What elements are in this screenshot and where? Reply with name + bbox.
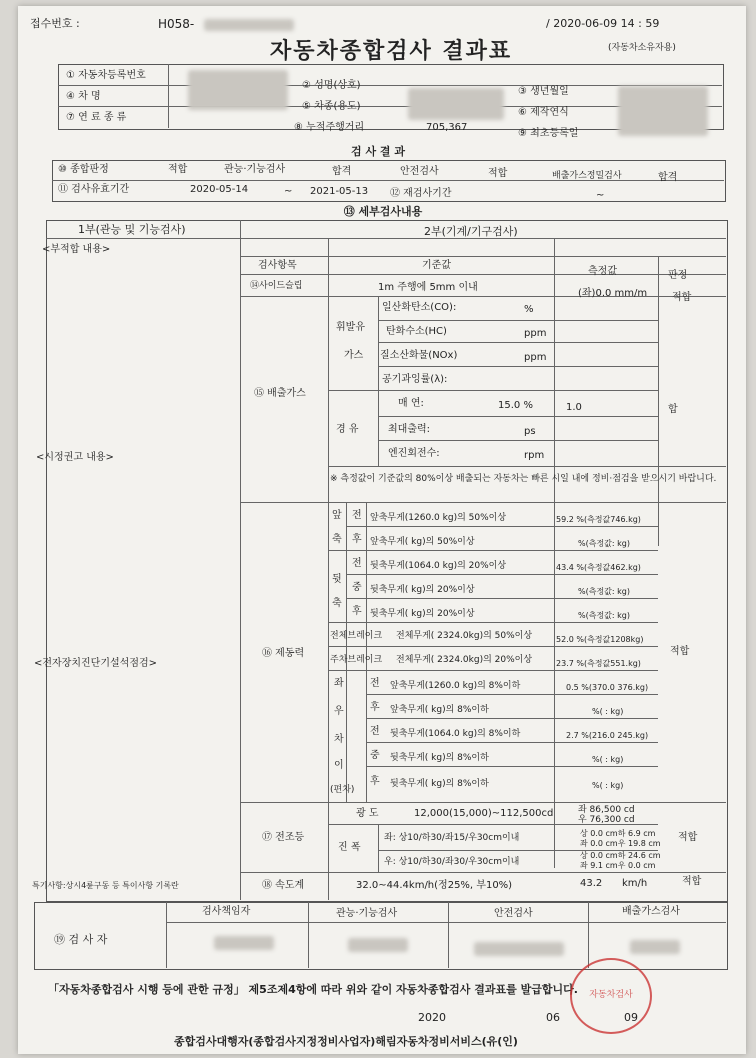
side-slip-judge: 적합 [672, 292, 692, 303]
headlamp-item: ⑰ 전조등 [262, 832, 305, 843]
side-slip-meas: (좌)0.0 mm/m [578, 288, 648, 299]
issue-day: 09 [624, 1011, 638, 1024]
issue-datetime: / 2020-06-09 14 : 59 [546, 17, 660, 30]
issue-year: 2020 [418, 1011, 446, 1024]
power-unit: ps [524, 426, 536, 437]
safety-value: 적합 [488, 168, 508, 179]
header-measured: 측정값 [588, 266, 617, 277]
field-car-type: ⑤ 차종(용도) [302, 101, 361, 112]
redacted-receipt [204, 19, 294, 31]
front-axle-1: 앞 [332, 510, 342, 521]
co-unit: % [524, 304, 534, 315]
redacted-sign-2 [348, 938, 408, 952]
diff-std: 뒷축무게( kg)의 8%이하 [390, 753, 489, 763]
brake-meas: 59.2 %(측정값746.kg) [556, 515, 641, 524]
part1-title: 1부(관능 및 기능검사) [78, 223, 186, 236]
direction-meas-4: 좌 9.1 cm우 0.0 cm [580, 861, 656, 870]
brake-std: 뒷축무게(1064.0 kg)의 20%이상 [370, 561, 507, 571]
brake-meas: %(측정값: kg) [578, 587, 630, 596]
lr-diff-4: 이 [334, 760, 344, 771]
header-judge: 판정 [668, 270, 688, 281]
smoke-std: 15.0 % [498, 400, 533, 411]
redacted-sign-1 [214, 936, 274, 950]
rear-axle-1: 뒷 [332, 574, 342, 585]
lr-diff-2: 우 [334, 706, 344, 717]
headlamp-judge: 적합 [678, 832, 698, 843]
co-label: 일산화탄소(CO): [382, 302, 457, 313]
receipt-number: H058- [158, 17, 195, 31]
diff-std: 뒷축무게( kg)의 8%이하 [390, 779, 489, 789]
diff-meas: %( : kg) [592, 707, 624, 716]
field-mileage: ⑧ 누적주행거리 [294, 122, 365, 133]
brightness-right: 우 76,300 cd [578, 815, 635, 825]
issue-statement: 「자동차종합검사 시행 등에 관한 규정」 제5조제4항에 따라 위와 같이 자동차종합검사 결과표를 발급합니다. [48, 983, 578, 996]
issue-month: 06 [546, 1011, 560, 1024]
row-pos: 중 [352, 582, 362, 593]
brightness-left: 좌 86,500 cd [578, 805, 635, 815]
diff-std: 뒷축무게(1064.0 kg)의 8%이하 [390, 729, 521, 739]
field-first-registration: ⑨ 최초등록일 [518, 128, 579, 139]
diff-meas: %( : kg) [592, 781, 624, 790]
unfit-heading: <부적합 내용> [42, 244, 111, 255]
speedometer-meas: 43.2 [580, 878, 603, 889]
speedometer-judge: 적합 [682, 876, 702, 887]
total-brake-meas: 52.0 %(측정값1208kg) [556, 635, 644, 644]
rear-axle-2: 축 [332, 598, 342, 609]
gasoline-label: 휘발유 [336, 322, 365, 333]
special-note: 특기사항:상시4륜구동 등 특이사항 기록란 [32, 881, 179, 890]
document-title: 자동차종합검사 결과표 [270, 39, 513, 64]
field-owner: ② 성명(상호) [302, 80, 361, 91]
inspector-label: ⑲ 검 사 자 [54, 933, 108, 946]
stamp-text: 자동차검사 [589, 990, 633, 1000]
brake-meas: %(측정값: kg) [578, 539, 630, 548]
brake-item: ⑯ 제동력 [262, 648, 305, 659]
part2-title: 2부(기계/기구검사) [424, 225, 518, 238]
speedometer-item: ⑱ 속도계 [262, 880, 305, 891]
total-brake-label: 전체브레이크 [330, 631, 383, 641]
brightness-label: 광 도 [356, 808, 379, 819]
brake-std: 앞축무게(1260.0 kg)의 50%이상 [370, 513, 507, 523]
diff-meas: 2.7 %(216.0 245.kg) [566, 731, 649, 740]
overall-label: ⑩ 종합판정 [58, 164, 109, 175]
valid-from: 2020-05-14 [190, 184, 249, 195]
inspector-chief: 검사책임자 [202, 906, 251, 917]
emission-item: ⑮ 배출가스 [254, 388, 306, 399]
hc-label: 탄화수소(HC) [386, 326, 447, 337]
lr-diff-5: (편차) [330, 785, 355, 795]
safety-label: 안전검사 [400, 166, 439, 177]
diff-std: 앞축무게(1260.0 kg)의 8%이하 [390, 681, 521, 691]
electronic-heading: <전자장치진단기설석점검> [34, 658, 158, 669]
brake-meas: 43.4 %(측정값462.kg) [556, 563, 641, 572]
lr-diff-1: 좌 [334, 678, 344, 689]
total-brake-std: 전체무게( 2324.0kg)의 50%이상 [396, 631, 533, 641]
emission-label: 배출가스정밀검사 [552, 171, 622, 181]
func-value: 합격 [332, 166, 352, 177]
inspector-func: 관능·기능검사 [336, 908, 398, 919]
redacted-vehicle-left [188, 70, 288, 110]
valid-to: 2021-05-13 [310, 186, 369, 197]
result-section-title: 검 사 결 과 [351, 145, 405, 158]
inspector-emission: 배출가스검사 [622, 906, 680, 917]
row-pos: 전 [352, 558, 362, 569]
redacted-sign-3 [474, 942, 564, 956]
smoke-meas: 1.0 [566, 402, 582, 413]
header-standard: 기준값 [422, 260, 451, 271]
speedometer-unit: km/h [622, 878, 648, 889]
rpm-label: 엔진회전수: [388, 448, 440, 459]
field-registration-no: ① 자동차등록번호 [66, 70, 146, 81]
gas-label: 가스 [344, 350, 364, 361]
field-model-year: ⑥ 제작연식 [518, 107, 569, 118]
row-pos: 후 [352, 606, 362, 617]
direction-meas-2: 좌 0.0 cm우 19.8 cm [580, 839, 661, 848]
receipt-label: 접수번호 : [30, 17, 80, 30]
header-item: 검사항목 [258, 260, 297, 271]
speedometer-std: 32.0~44.4km/h(정25%, 부10%) [356, 880, 513, 891]
direction-meas-3: 상 0.0 cm하 24.6 cm [580, 851, 661, 860]
smoke-label: 매 연: [398, 398, 424, 409]
reinspect-label: ⑫ 재검사기간 [390, 188, 452, 199]
overall-value: 적합 [168, 164, 188, 175]
diff-meas: 0.5 %(370.0 376.kg) [566, 683, 649, 692]
func-label: 관능·기능검사 [224, 164, 286, 175]
row-pos: 전 [370, 678, 380, 689]
result-box [52, 160, 726, 202]
nox-label: 질소산화물(NOx) [380, 350, 458, 361]
smoke-judge: 합 [668, 404, 678, 415]
copy-type: (자동차소유자용) [608, 43, 676, 53]
power-label: 최대출력: [388, 424, 431, 435]
row-pos: 전 [370, 726, 380, 737]
emission-value: 합격 [658, 172, 678, 183]
lambda-label: 공기과잉률(λ): [382, 374, 448, 385]
parking-brake-label: 주차브레이크 [330, 655, 383, 665]
row-pos: 후 [370, 702, 380, 713]
hc-unit: ppm [524, 328, 547, 339]
row-pos: 중 [370, 750, 380, 761]
redacted-sign-4 [630, 940, 680, 954]
field-fuel-type: ⑦ 연 료 종 류 [66, 112, 127, 123]
field-birth-date: ③ 생년월일 [518, 86, 569, 97]
nox-unit: ppm [524, 352, 547, 363]
side-slip-std: 1m 주행에 5mm 이내 [378, 282, 478, 293]
redacted-vehicle-mid [408, 88, 504, 120]
official-seal-stamp [570, 958, 652, 1034]
front-axle-2: 축 [332, 534, 342, 545]
document-page [18, 6, 746, 1054]
side-slip-item: ⑭사이드슬립 [250, 281, 303, 291]
diesel-label: 경 유 [336, 424, 359, 435]
emission-note: ※ 측정값이 기준값의 80%이상 배출되는 자동차는 빠른 시일 내에 정비·점검을 받으시기 바랍니다. [330, 474, 717, 484]
diff-meas: %( : kg) [592, 755, 624, 764]
issuing-agent: 종합검사대행자(종합검사지정정비사업자)해림자동차정비서비스(유(인) [174, 1035, 518, 1048]
direction-meas-1: 상 0.0 cm하 6.9 cm [580, 829, 656, 838]
reinspect-value: ~ [596, 190, 605, 201]
row-pos: 후 [370, 776, 380, 787]
valid-label: ⑪ 검사유효기간 [58, 184, 130, 195]
row-pos: 후 [352, 534, 362, 545]
field-car-name: ④ 차 명 [66, 91, 101, 102]
direction-std-right: 우: 상10/하30/좌30/우30cm이내 [384, 857, 520, 867]
row-pos: 전 [352, 510, 362, 521]
direction-label: 진 폭 [338, 842, 361, 853]
brake-judge: 적합 [670, 646, 690, 657]
brake-std: 뒷축무게( kg)의 20%이상 [370, 585, 475, 595]
valid-dash: ~ [284, 186, 293, 197]
parking-brake-meas: 23.7 %(측정값551.kg) [556, 659, 641, 668]
rpm-unit: rpm [524, 450, 545, 461]
mileage-value: 705,367 [426, 122, 468, 133]
parking-brake-std: 전체무게( 2324.0kg)의 20%이상 [396, 655, 533, 665]
direction-std-left: 좌: 상10/하30/좌15/우30cm이내 [384, 833, 520, 843]
brightness-std: 12,000(15,000)~112,500cd [414, 808, 554, 819]
detail-section-title: ⑬ 세부검사내용 [343, 205, 423, 218]
inspector-safety: 안전검사 [494, 908, 533, 919]
lr-diff-3: 차 [334, 734, 344, 745]
redacted-vehicle-right [618, 86, 708, 136]
brake-std: 앞축무게( kg)의 50%이상 [370, 537, 475, 547]
recommend-heading: <시정권고 내용> [36, 452, 114, 463]
brake-std: 뒷축무게( kg)의 20%이상 [370, 609, 475, 619]
brake-meas: %(측정값: kg) [578, 611, 630, 620]
diff-std: 앞축무게( kg)의 8%이하 [390, 705, 489, 715]
